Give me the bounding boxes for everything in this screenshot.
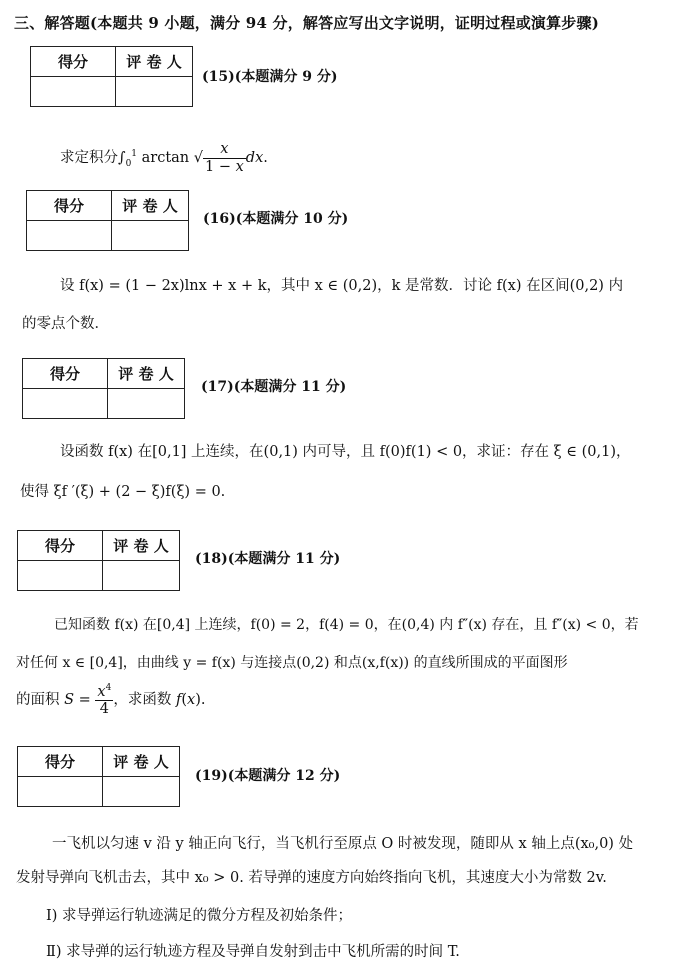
score-box (26, 190, 189, 251)
score-cell (27, 221, 112, 251)
score-box (17, 530, 180, 591)
question-text: 对任何 x ∈ [0,4]，由曲线 y = f(x) 与连接点(0,2) 和点(x,f(x)) 的直线所围成的平面图形 (16, 655, 568, 671)
grader-cell (103, 777, 180, 807)
grader-label: 评 卷 人 (103, 747, 180, 777)
score-label: 得分 (27, 191, 112, 221)
section-header: 三、解答题(本题共 9 小题，满分 94 分，解答应写出文字说明，证明过程或演算步骤) (14, 14, 599, 32)
score-label: 得分 (18, 531, 103, 561)
question-title: (19)(本题满分 12 分) (195, 768, 341, 784)
question-text: Ⅱ) 求导弹的运行轨迹方程及导弹自发射到击中飞机所需的时间 T. (46, 944, 460, 960)
grader-label: 评 卷 人 (112, 191, 189, 221)
question-text: 已知函数 f(x) 在[0,4] 上连续，f(0) = 2，f(4) = 0，在(0,4) 内 f″(x) 存在，且 f″(x) < 0，若 (54, 617, 639, 633)
question-text: 的零点个数． (22, 316, 109, 332)
question-title: (15)(本题满分 9 分) (202, 69, 338, 85)
score-cell (23, 389, 108, 419)
question-text: 设函数 f(x) 在[0,1] 上连续，在(0,1) 内可导，且 f(0)f(1) < 0，求证：存在 ξ ∈ (0,1)， (60, 444, 631, 460)
score-box (30, 46, 193, 107)
score-label: 得分 (23, 359, 108, 389)
grader-label: 评 卷 人 (108, 359, 185, 389)
question-text: 使得 ξf ′(ξ) + (2 − ξ)f(ξ) = 0. (20, 484, 226, 500)
question-text: 一飞机以匀速 v 沿 y 轴正向飞行，当飞机行至原点 O 时被发现，随即从 x 轴上点(x₀,0) 处 (52, 836, 634, 852)
grader-label: 评 卷 人 (103, 531, 180, 561)
q18-equation-image: 的面积 S = $\frac{x^4}{4}$ ，求函数 f(x). (16, 683, 206, 718)
question-text (16, 684, 205, 717)
question-text: 设 f(x) = (1 − 2x)lnx + x + k，其中 x ∈ (0,2)，k 是常数．讨论 f(x) 在区间(0,2) 内 (60, 278, 624, 294)
score-cell (18, 561, 103, 591)
score-box (22, 358, 185, 419)
question-title: (16)(本题满分 10 分) (203, 211, 349, 227)
q15-equation-image: 求定积分$\int_0^1$ arctan √ $\frac{x}{1 - x}$ dx. (60, 141, 268, 175)
score-cell (31, 77, 116, 107)
grader-label: 评 卷 人 (116, 47, 193, 77)
grader-cell (108, 389, 185, 419)
grader-cell (112, 221, 189, 251)
score-label: 得分 (18, 747, 103, 777)
grader-cell (116, 77, 193, 107)
question-text: 发射导弹向飞机击去，其中 x₀ > 0. 若导弹的速度方向始终指向飞机，其速度大小为常数 2v. (16, 870, 607, 886)
grader-cell (103, 561, 180, 591)
question-title: (18)(本题满分 11 分) (195, 551, 341, 567)
question-text: Ⅰ) 求导弹运行轨迹满足的微分方程及初始条件； (46, 908, 352, 924)
score-label: 得分 (31, 47, 116, 77)
question-text (60, 142, 268, 174)
score-cell (18, 777, 103, 807)
score-box (17, 746, 180, 807)
question-title: (17)(本题满分 11 分) (201, 379, 347, 395)
